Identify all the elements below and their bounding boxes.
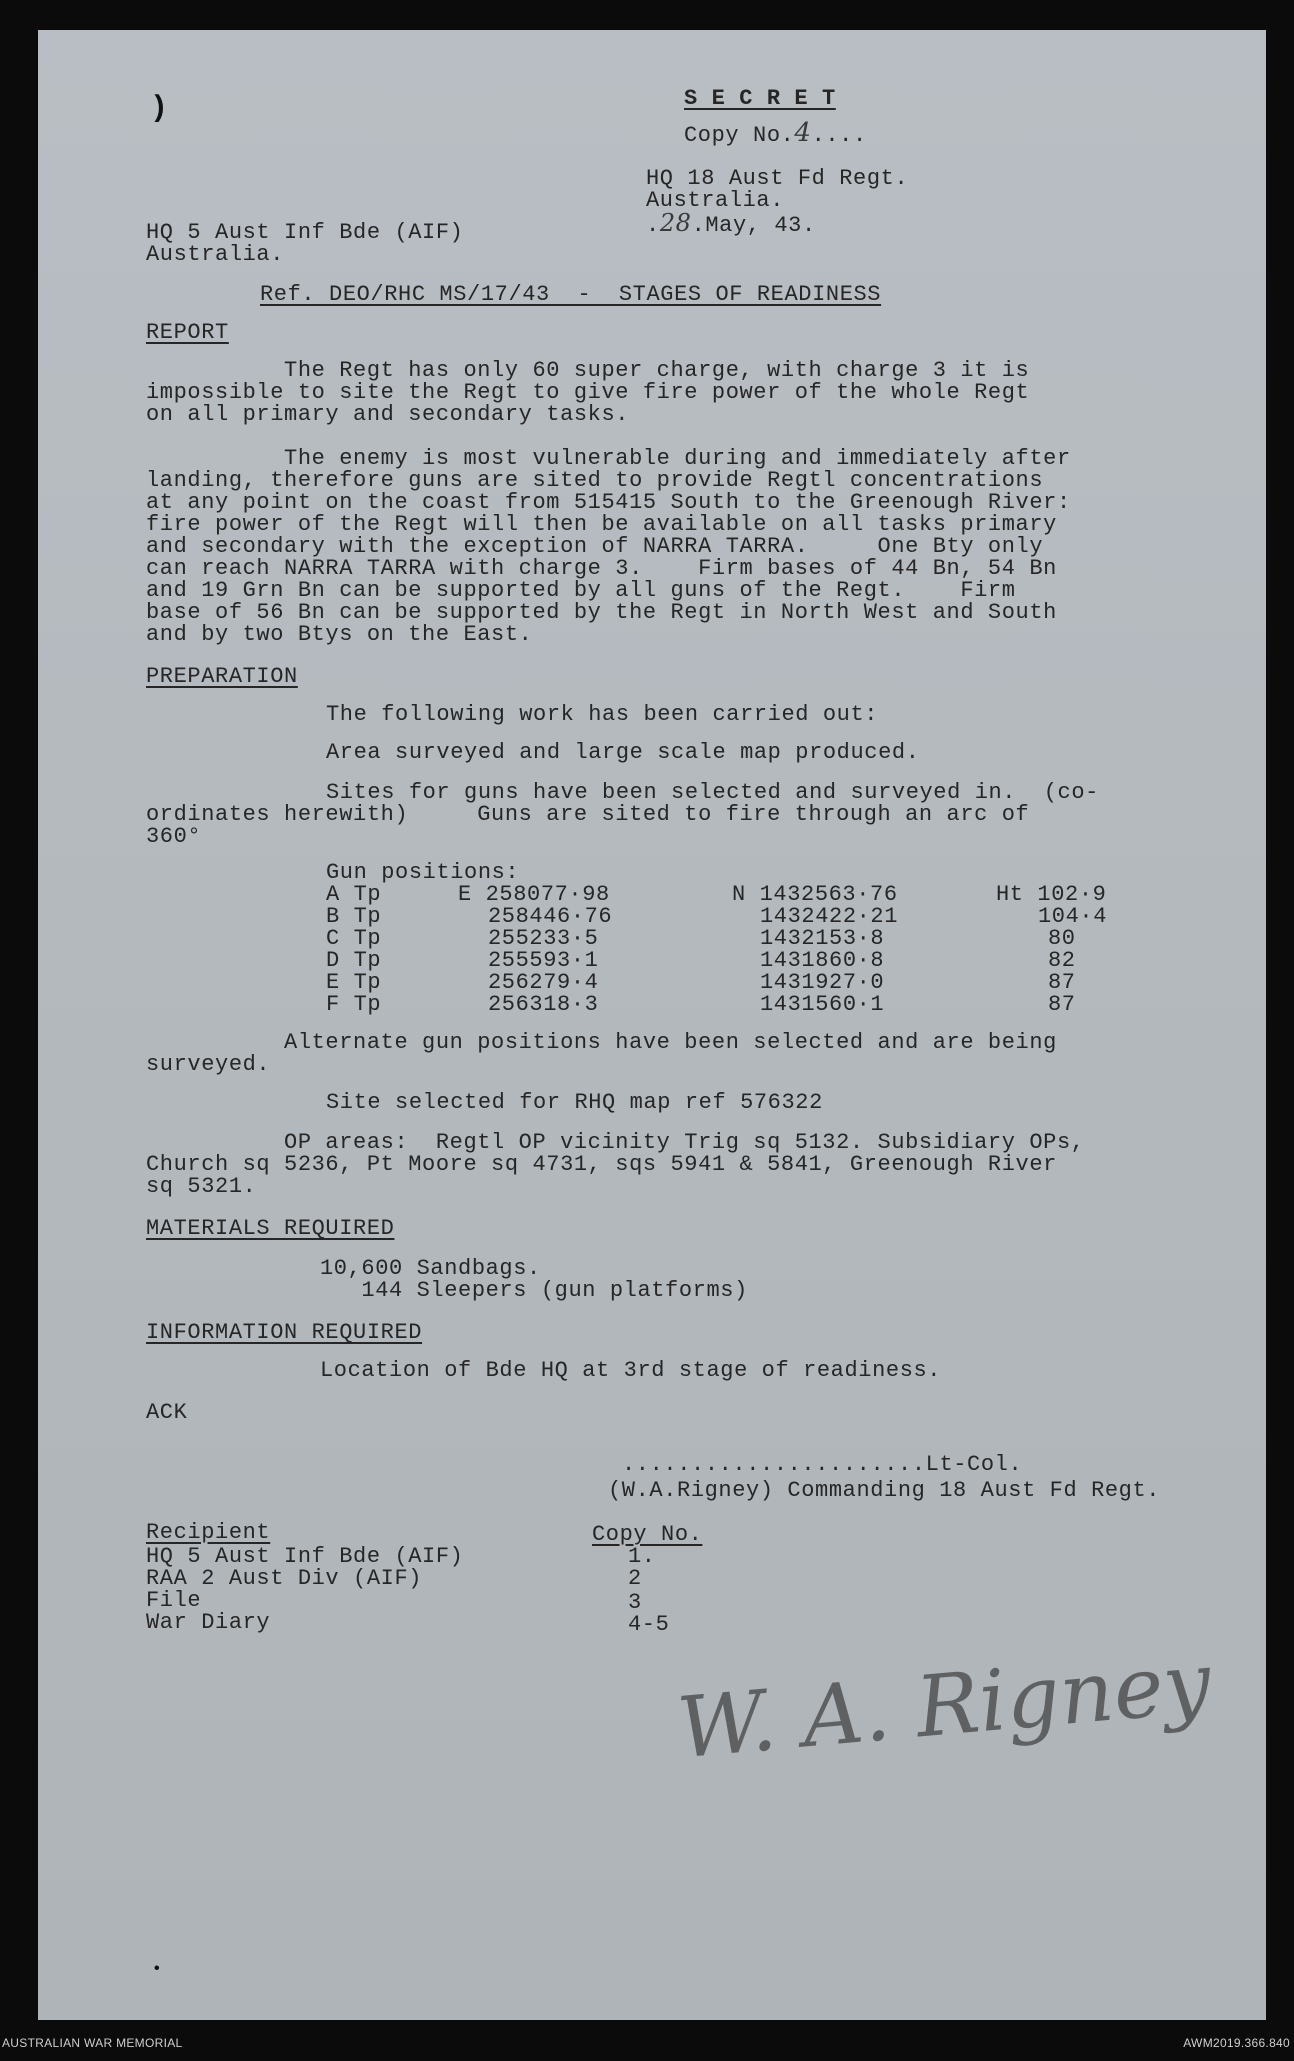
materials-item: 10,600 Sandbags.	[320, 1256, 541, 1281]
report-line: and secondary with the exception of NARRA TARRA. One Bty only	[146, 534, 1044, 559]
op-areas-line: Church sq 5236, Pt Moore sq 4731, sqs 5941 & 5841, Greenough River	[146, 1152, 1057, 1177]
preparation-surveyed: Area surveyed and large scale map produced.	[326, 740, 920, 765]
report-line: at any point on the coast from 515415 South to the Greenough River:	[146, 490, 1071, 515]
margin-mark: )	[150, 92, 169, 126]
report-line: The Regt has only 60 super charge, with charge 3 it is	[146, 358, 1030, 383]
gun-tp: F Tp	[326, 992, 382, 1017]
from-unit: HQ 18 Aust Fd Regt.	[646, 166, 909, 191]
gun-easting: 255233·5	[488, 926, 599, 951]
signature-dots: ......................Lt-Col.	[622, 1452, 1023, 1477]
preparation-heading: PREPARATION	[146, 664, 298, 689]
gun-tp: E Tp	[326, 970, 382, 995]
recipient-name: File	[146, 1588, 202, 1613]
op-areas-line: OP areas: Regtl OP vicinity Trig sq 5132. Subsidiary OPs,	[146, 1130, 1085, 1155]
gun-height: 80	[1048, 926, 1076, 951]
report-line: fire power of the Regt will then be available on all tasks primary	[146, 512, 1057, 537]
recipient-name: War Diary	[146, 1610, 271, 1635]
gun-height: 87	[1048, 992, 1076, 1017]
recipient-copy: 1.	[628, 1544, 656, 1569]
gun-northing: 1432422·21	[760, 904, 899, 929]
report-line: can reach NARRA TARRA with charge 3. Firm bases of 44 Bn, 54 Bn	[146, 556, 1057, 581]
document-date: .28.May, 43.	[646, 209, 816, 238]
recipient-copy: 3	[628, 1590, 642, 1615]
report-line: The enemy is most vulnerable during and immediately after	[146, 446, 1071, 471]
svg-text:W. A. Rigney: W. A. Rigney	[673, 1633, 1215, 1778]
report-line: landing, therefore guns are sited to provide Regtl concentrations	[146, 468, 1044, 493]
gun-northing: 1431560·1	[760, 992, 885, 1017]
margin-dot: •	[152, 1960, 162, 1978]
gun-tp: B Tp	[326, 904, 382, 929]
alternate-line: surveyed.	[146, 1052, 271, 1077]
gun-tp: A Tp	[326, 882, 382, 907]
information-text: Location of Bde HQ at 3rd stage of readiness.	[320, 1358, 942, 1383]
gun-height: 87	[1048, 970, 1076, 995]
ack-label: ACK	[146, 1400, 188, 1425]
addressee-location: Australia.	[146, 242, 285, 267]
gun-easting: 258446·76	[488, 904, 613, 929]
addressee-unit: HQ 5 Aust Inf Bde (AIF)	[146, 220, 464, 245]
gun-height: 104·4	[1038, 904, 1108, 929]
rhq-site: Site selected for RHQ map ref 576322	[326, 1090, 823, 1115]
gun-easting: 256279·4	[488, 970, 599, 995]
preparation-intro: The following work has been carried out:	[326, 702, 879, 727]
handwritten-signature	[638, 1630, 1215, 1800]
gun-positions-label: Gun positions:	[326, 860, 520, 885]
alternate-line: Alternate gun positions have been selected and are being	[146, 1030, 1057, 1055]
gun-height: Ht 102·9	[996, 882, 1107, 907]
gun-northing: N 1432563·76	[732, 882, 898, 907]
gun-northing: 1431860·8	[760, 948, 885, 973]
copy-heading: Copy No.	[592, 1522, 703, 1547]
recipient-name: RAA 2 Aust Div (AIF)	[146, 1566, 423, 1591]
recipient-name: HQ 5 Aust Inf Bde (AIF)	[146, 1544, 464, 1569]
gun-northing: 1432153·8	[760, 926, 885, 951]
from-location: Australia.	[646, 188, 785, 213]
gun-tp: D Tp	[326, 948, 382, 973]
gun-easting: 256318·3	[488, 992, 599, 1017]
report-line: on all primary and secondary tasks.	[146, 402, 630, 427]
materials-heading: MATERIALS REQUIRED	[146, 1216, 395, 1241]
gun-height: 82	[1048, 948, 1076, 973]
recipient-copy: 4-5	[628, 1612, 670, 1637]
report-line: and 19 Grn Bn can be supported by all guns of the Regt. Firm	[146, 578, 1016, 603]
recipient-copy: 2	[628, 1566, 642, 1591]
report-heading: REPORT	[146, 320, 229, 345]
preparation-sites: 360°	[146, 824, 202, 849]
preparation-sites: ordinates herewith) Guns are sited to fire through an arc of	[146, 802, 1030, 827]
materials-item: 144 Sleepers (gun platforms)	[320, 1278, 748, 1303]
gun-easting: E 258077·98	[458, 882, 610, 907]
report-line: and by two Btys on the East.	[146, 622, 533, 647]
report-line: base of 56 Bn can be supported by the Regt in North West and South	[146, 600, 1057, 625]
gun-tp: C Tp	[326, 926, 382, 951]
information-heading: INFORMATION REQUIRED	[146, 1320, 423, 1345]
footer-source: AUSTRALIAN WAR MEMORIAL	[2, 2036, 183, 2050]
document-sheet	[38, 30, 1266, 2020]
signatory-name: (W.A.Rigney) Commanding 18 Aust Fd Regt.	[608, 1478, 1161, 1503]
secret-marking: S E C R E T	[684, 86, 836, 111]
recipient-heading: Recipient	[146, 1520, 271, 1545]
gun-northing: 1431927·0	[760, 970, 885, 995]
op-areas-line: sq 5321.	[146, 1174, 257, 1199]
footer-accession: AWM2019.366.840	[1183, 2036, 1290, 2050]
gun-easting: 255593·1	[488, 948, 599, 973]
report-line: impossible to site the Regt to give fire power of the whole Regt	[146, 380, 1030, 405]
reference-line: Ref. DEO/RHC MS/17/43 - STAGES OF READINESS	[260, 282, 882, 307]
preparation-sites: Sites for guns have been selected and surveyed in. (co-	[326, 780, 1099, 805]
copy-number: Copy No.4....	[684, 118, 867, 148]
